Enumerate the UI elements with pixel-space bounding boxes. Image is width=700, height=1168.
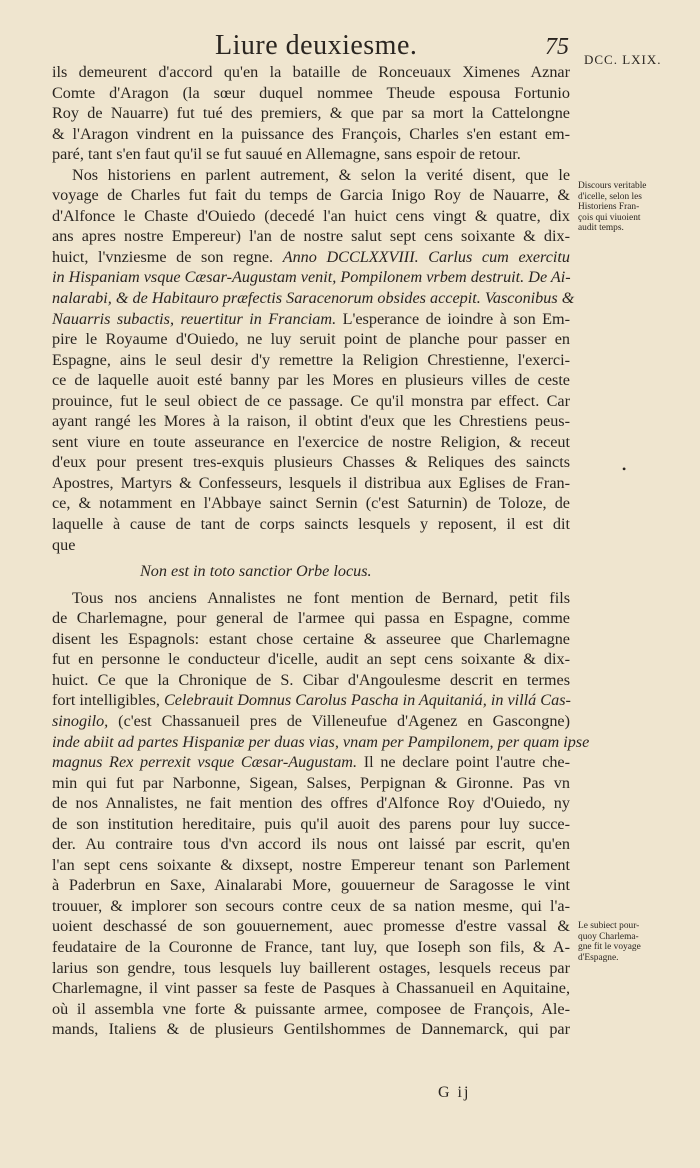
text-line — [52, 432, 570, 453]
margin-note-line: audit temps. — [578, 223, 624, 234]
text-segment: feudataire de la Couronne de France, tant luy, que Ioseph son fils, & A- — [52, 937, 570, 956]
text-line — [52, 855, 570, 876]
page-number: 75 — [545, 34, 569, 60]
text-segment: de son institution hereditaire, puis qu'il auoit des parens pour luy succe- — [52, 814, 570, 833]
text-segment: Roy de Nauarre) fut tué des premiers, & que par sa mort la Cattelongne — [52, 104, 570, 123]
text-line — [52, 411, 570, 432]
text-segment: disent les Espagnols: estant chose certaine & asseuree que Charlemagne — [52, 629, 570, 648]
margin-note-line: d'icelle, selon les — [578, 191, 642, 202]
text-segment: huict, l'vnziesme de son regne. — [52, 247, 283, 266]
latin-quote: sinogilo, — [52, 711, 109, 730]
text-segment: ayant rangé les Mores à la raison, il obtint d'eux que les Chrestiens peus- — [52, 412, 570, 431]
text-line — [52, 752, 570, 773]
text-segment: fort intelligibles, — [52, 691, 164, 710]
latin-quote: nalarabi, & de Habitauro præfectis Saracenorum obsides accepit. Vasconibus & — [52, 289, 575, 308]
text-segment: Comte d'Aragon (la sœur duquel nommee Theude espousa Fortunio — [52, 83, 570, 102]
margin-note-subject — [578, 921, 690, 963]
text-line — [52, 124, 570, 145]
text-line — [52, 165, 570, 186]
text-segment: pire le Royaume d'Ouiedo, ne luy seruit point de planche pour passer en — [52, 330, 570, 349]
text-line — [52, 896, 570, 917]
text-line — [52, 999, 570, 1020]
text-segment: paré, tant s'en faut qu'il se fut sauué en Allemagne, sans espoir de retour. — [52, 145, 521, 164]
text-line — [52, 452, 570, 473]
text-line — [52, 391, 570, 412]
text-line — [52, 535, 570, 556]
text-segment: huict. Ce que la Chronique de S. Cibar d'Angoulesme descrit en termes — [52, 670, 570, 689]
main-text-block — [52, 62, 590, 1040]
text-segment: voyage de Charles fut fait du temps de Garcia Inigo Roy de Nauarre, & — [52, 186, 570, 205]
margin-note-line: Historiens Fran- — [578, 202, 640, 213]
text-line — [52, 916, 570, 937]
text-line — [52, 814, 570, 835]
text-segment: ils demeurent d'accord qu'en la bataille de Ronceuaux Ximenes Aznar — [52, 63, 570, 81]
text-line — [52, 1019, 570, 1040]
latin-quote: Non est in toto sanctior Orbe locus. — [140, 562, 372, 581]
margin-note-line: d'Espagne. — [578, 952, 619, 963]
text-line — [52, 267, 570, 288]
running-title: Liure deuxiesme. — [215, 30, 418, 61]
text-segment: der. Au contraire tous d'vn accord ils nous ont laissé par escrit, qu'en — [52, 835, 570, 854]
text-line — [52, 288, 575, 309]
text-line — [52, 83, 570, 104]
text-segment: l'an sept cens soixante & dixsept, nostre Empereur tenant son Parlement — [52, 855, 570, 874]
text-line — [52, 226, 570, 247]
text-line — [52, 370, 570, 391]
text-line — [52, 649, 570, 670]
margin-note-line: Discours veritable — [578, 181, 647, 191]
text-segment: de nos Annalistes, ne fait mention des offres d'Alfonce Roy d'Ouiedo, ny — [52, 794, 570, 813]
text-segment: min qui fut par Narbonne, Sigean, Salses, Perpignan & Gironne. Pas vn — [52, 773, 570, 792]
text-line — [52, 514, 570, 535]
text-line — [52, 732, 590, 753]
text-line — [52, 793, 570, 814]
margin-note-line: çois qui viuoient — [578, 212, 641, 223]
text-line — [52, 690, 570, 711]
text-line — [52, 206, 570, 227]
latin-quote: inde abiit ad partes Hispaniæ per duas vias, vnam per Pampilonem, per quam ipse — [52, 732, 590, 751]
margin-note-line: Le subiect pour- — [578, 921, 640, 931]
text-line — [52, 875, 570, 896]
text-segment: d'eux pour present tres-exquis plusieurs Chasses & Reliques des saincts — [52, 453, 570, 472]
text-line — [52, 773, 570, 794]
text-segment: d'Alfonce le Chaste d'Ouiedo (decedé l'an huict cens vingt & quatre, dix — [52, 206, 570, 225]
text-segment: Tous nos anciens Annalistes ne font mention de Bernard, petit fils — [72, 588, 570, 607]
text-segment: L'esperance de ioindre à son Em- — [336, 309, 570, 328]
signature-mark: G ij — [438, 1084, 471, 1101]
text-segment: laquelle à cause de tant de corps saincts lesquels y reposent, il est dit — [52, 515, 570, 534]
text-segment: Nos historiens en parlent autrement, & selon la verité disent, que le — [72, 165, 570, 184]
text-segment: (c'est Chassanueil pres de Villeneufue d'Agenez en Gascongne) — [108, 711, 570, 730]
text-segment: de Charlemagne, pour general de l'armee qui passa en Espagne, comme — [52, 609, 570, 628]
text-line — [52, 185, 570, 206]
text-line — [52, 711, 570, 732]
text-segment: fut en personne le conducteur d'icelle, audit an sept cens soixante & dix- — [52, 650, 570, 669]
latin-quote: Celebrauit Domnus Carolus Pascha in Aquitaniá, in villá Cas- — [163, 691, 571, 710]
text-segment: à Paderbrun en Saxe, Ainalarabi More, gouuerneur de Saragosse le vint — [52, 876, 570, 895]
text-segment: trouuer, & implorer son secours contre ceux de sa nation mesme, qui l'a- — [52, 896, 570, 915]
text-line — [52, 493, 570, 514]
text-line — [52, 588, 570, 609]
margin-note-line: quoy Charlema- — [578, 931, 639, 942]
text-segment: Charlemagne, il vint passer sa feste de Pasques à Chassanueil en Aquitaine, — [52, 979, 570, 998]
text-segment: ce, & notamment en l'Abbaye sainct Sernin (c'est Saturnin) de Toloze, de — [52, 494, 570, 513]
latin-quote: in Hispaniam vsque Cæsar-Augustam venit, Pompilonem vrbem destruit. De Ai- — [52, 268, 571, 287]
text-line — [52, 350, 570, 371]
text-line — [52, 144, 570, 165]
text-segment: ans apres nostre Empereur) l'an de nostre salut sept cens soixante & dix- — [52, 227, 570, 246]
text-segment: où il assembla vne forte & puissante armee, composee de François, Ale- — [52, 999, 570, 1018]
margin-note-line: gne fit le voyage — [578, 942, 641, 953]
margin-note-historians — [578, 181, 690, 234]
text-line — [52, 670, 570, 691]
latin-quote: Anno DCCLXXVIII. Carlus cum exercitu — [282, 247, 570, 266]
text-segment: prouince, fut le seul obiect de ce passage. Ce qu'il monstra par effect. Car — [52, 391, 570, 410]
text-segment: sent viure en toute asseurance en l'exercice de nostre Religion, & receut — [52, 432, 570, 451]
text-line — [52, 329, 570, 350]
text-segment: mands, Italiens & de plusieurs Gentilshommes de Dannemarck, qui par — [52, 1020, 570, 1039]
text-line — [52, 978, 570, 999]
text-segment: Il ne declare point l'autre che- — [357, 753, 570, 772]
text-line — [52, 561, 570, 582]
latin-quote: magnus Rex perrexit vsque Cæsar-Augustam. — [52, 753, 358, 772]
text-line — [52, 103, 570, 124]
text-line — [52, 247, 570, 268]
text-segment: uoient deschassé de son gouuernement, auec promesse d'estre vassal & — [52, 917, 570, 936]
text-line — [52, 958, 570, 979]
latin-quote: Nauarris subactis, reuertitur in Franciam. — [52, 309, 337, 328]
text-line — [52, 834, 570, 855]
text-line — [52, 473, 570, 494]
text-segment: que — [52, 535, 76, 554]
text-segment: Espagne, ains le seul desir d'y remettre la Religion Chrestienne, l'exerci- — [52, 350, 570, 369]
text-segment: larius son gendre, tous lesquels luy baillerent ostages, lesquels receus par — [52, 958, 570, 977]
text-line — [52, 62, 570, 83]
text-line — [52, 608, 570, 629]
text-line — [52, 937, 570, 958]
year-marker: DCC. LXIX. — [584, 52, 662, 67]
text-line — [52, 309, 570, 330]
text-segment: ce de laquelle auoit esté banny par les Mores en plusieurs villes de ceste — [52, 371, 570, 390]
text-segment: Apostres, Martyrs & Confesseurs, lesquels il distribua aux Eglises de Fran- — [52, 473, 570, 492]
text-segment: & l'Aragon vindrent en la puissance des François, Charles s'en estant em- — [52, 124, 570, 143]
text-line — [52, 629, 570, 650]
margin-dot-mark: • — [622, 462, 627, 476]
